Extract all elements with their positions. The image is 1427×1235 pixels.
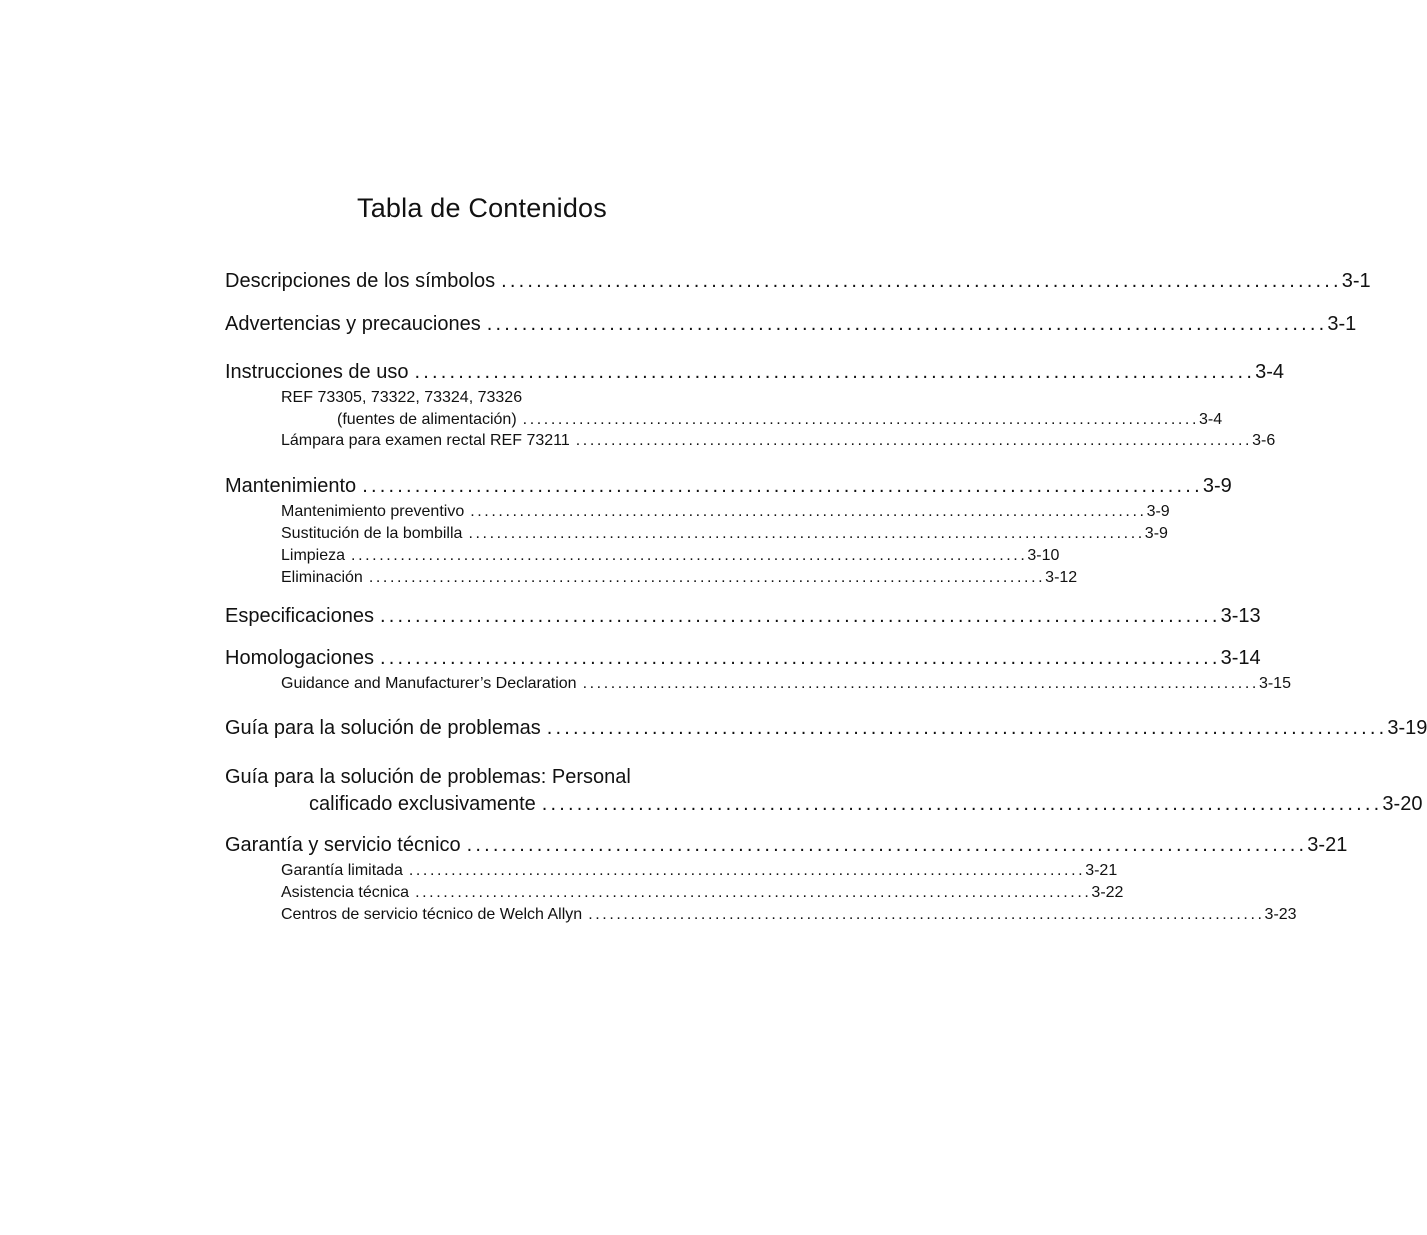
toc-page-number: 3-14 [1220,647,1261,669]
dot-leader: ................................................................................................ [379,647,1221,669]
toc-entry-label: (fuentes de alimentación) [337,411,517,428]
dot-leader: ................................................................................................ [379,605,1221,627]
toc-entry-mantenimiento[interactable] [225,473,1232,499]
toc-entry-label: Descripciones de los símbolos [225,270,496,292]
dot-leader: ................................................................................................ [486,313,1328,335]
toc-page-number: 3-23 [1264,906,1297,923]
toc-page-number: 3-10 [1027,547,1060,564]
toc-entry-calificado[interactable] [309,791,1423,817]
toc-entry-label: Asistencia técnica [281,884,410,901]
toc-page-number: 3-12 [1045,569,1078,586]
toc-entry-especificaciones[interactable] [225,603,1261,629]
toc-entry-label: Sustitución de la bombilla [281,525,463,542]
dot-leader: ................................................................................................ [575,432,1253,449]
dot-leader: ................................................................................................ [368,569,1046,586]
toc-subentry-lampara[interactable] [281,431,1276,451]
toc-subentry-fuentes[interactable] [337,410,1223,430]
dot-leader: ................................................................................................ [414,361,1256,383]
toc-entry-label: Guidance and Manufacturer’s Declaration [281,675,577,692]
toc-entry-label: Especificaciones [225,605,374,627]
toc-entry-label: Guía para la solución de problemas: Personal [225,766,631,788]
toc-entry-descripciones[interactable] [225,268,1371,294]
toc-entry-label: Guía para la solución de problemas [225,717,541,739]
toc-page-number: 3-13 [1220,605,1261,627]
toc-entry-label: Mantenimiento [225,475,357,497]
dot-leader: ................................................................................................ [546,717,1388,739]
toc-page-number: 3-15 [1258,675,1291,692]
dot-leader: ................................................................................................ [408,862,1086,879]
toc-page-number: 3-21 [1085,862,1118,879]
toc-page-number: 3-19 [1387,717,1427,739]
toc-subentry-sustitucion[interactable] [281,524,1168,544]
dot-leader: ................................................................................................ [582,675,1259,692]
toc-subentry-limpieza[interactable] [281,546,1060,566]
toc-entry-label: Garantía limitada [281,862,403,879]
toc-entry-label: Mantenimiento preventivo [281,503,465,520]
toc-page-number: 3-4 [1199,411,1223,428]
toc-entry-advertencias[interactable] [225,311,1357,337]
toc-subentry-eliminacion[interactable] [281,568,1078,588]
dot-leader: ................................................................................................ [588,906,1265,923]
toc-page-number: 3-20 [1382,793,1423,815]
toc-page-number: 3-6 [1252,432,1276,449]
page-title: Tabla de Contenidos [357,193,607,223]
dot-leader: ................................................................................................ [522,411,1200,428]
toc-entry-label: Homologaciones [225,647,374,669]
toc-entry-label: Lámpara para examen rectal REF 73211 [281,432,570,449]
toc-entry-label: Centros de servicio técnico de Welch Allyn [281,906,583,923]
toc-entry-label: Instrucciones de uso [225,361,409,383]
toc-page-number: 3-9 [1144,525,1168,542]
toc-entry-instrucciones[interactable] [225,359,1284,385]
toc-page-number: 3-21 [1307,834,1348,856]
dot-leader: ................................................................................................ [351,547,1028,564]
dot-leader: ................................................................................................ [468,525,1145,542]
toc-entry-guia-personal[interactable] [225,764,730,790]
dot-leader: ................................................................................................ [362,475,1203,497]
toc-subentry-mant-preventivo[interactable] [281,502,1170,522]
dot-leader: ................................................................................................ [541,793,1383,815]
toc-entry-guia[interactable] [225,715,1427,741]
toc-subentry-garantia-limitada[interactable] [281,861,1118,881]
toc-entry-garantia[interactable] [225,832,1348,858]
toc-subentry-centros[interactable] [281,905,1297,925]
toc-page-number: 3-9 [1202,475,1232,497]
toc-entry-label: Eliminación [281,569,363,586]
toc-entry-homologaciones[interactable] [225,645,1261,671]
toc-page-number: 3-1 [1341,270,1371,292]
toc-page-number: 3-4 [1255,361,1284,383]
toc-entry-label: Garantía y servicio técnico [225,834,461,856]
toc-page-number: 3-9 [1146,503,1170,520]
toc-entry-label: REF 73305, 73322, 73324, 73326 [281,389,523,406]
dot-leader: ................................................................................................ [470,503,1147,520]
toc-subentry-asistencia[interactable] [281,883,1124,903]
toc-page-number: 3-22 [1091,884,1124,901]
dot-leader: ................................................................................................ [501,270,1342,292]
toc-entry-label: Advertencias y precauciones [225,313,481,335]
dot-leader: ................................................................................................ [466,834,1308,856]
toc-entry-label: calificado exclusivamente [309,793,536,815]
toc-subentry-ref-models[interactable] [281,388,730,408]
toc-entry-label: Limpieza [281,547,346,564]
dot-leader: ................................................................................................ [415,884,1092,901]
toc-page-number: 3-1 [1327,313,1357,335]
toc-subentry-guidance[interactable] [281,674,1291,694]
